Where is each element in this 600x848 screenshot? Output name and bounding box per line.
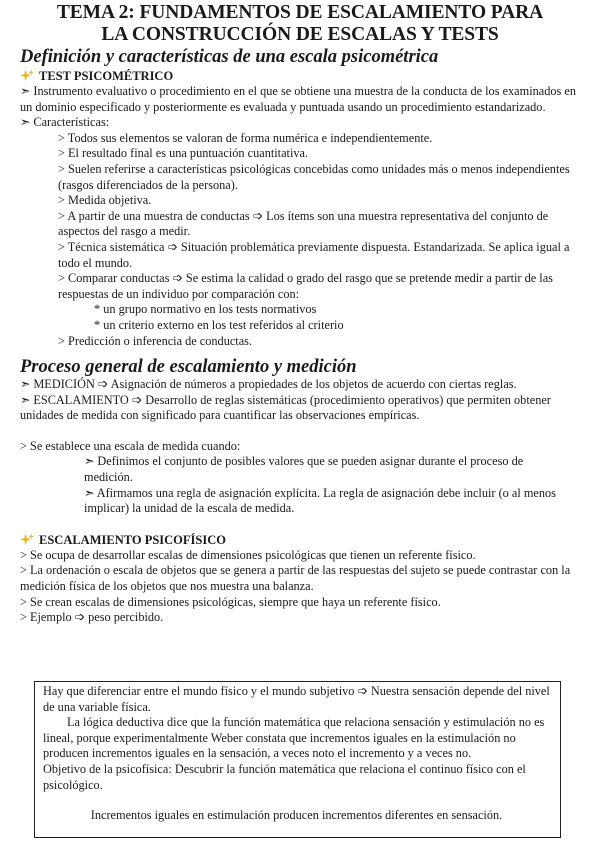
- psicofisico-point: > Ejemplo ➩ peso percibido.: [20, 610, 164, 625]
- feature-item: > Medida objetiva.: [58, 193, 152, 208]
- comparison-item: * un criterio externo en los test referidos al criterio: [94, 317, 344, 332]
- scale-point: ➣ Afirmamos una regla de asignación explícita. La regla de asignación debe incluir (o al menos implicar) la unidad de la escala de medida.: [84, 485, 556, 516]
- feature-item: > A partir de una muestra de conductas ➩ Los ítems son una muestra representativa del conjunto de aspectos del rasgo a medir.: [58, 208, 549, 239]
- title-line-1: TEMA 2: FUNDAMENTOS DE ESCALAMIENTO PARA: [56, 2, 544, 23]
- feature-item: > Predicción o inferencia de conductas.: [58, 333, 253, 348]
- title-line-2: LA CONSTRUCCIÓN DE ESCALAS Y TESTS: [101, 24, 499, 45]
- subheading-label: TEST PSICOMÉTRICO: [39, 69, 174, 83]
- comparison-item: * un grupo normativo en los tests normativos: [94, 302, 317, 317]
- psicofisico-point: > La ordenación o escala de objetos que se genera a partir de las respuestas del sujeto se puede contrastar con la medición física de los objetos que nos muestra una balanza.: [20, 563, 571, 594]
- box-line-3: Objetivo de la psicofísica: Descubrir la función matemática que relaciona el continuo físico con el psicológico.: [43, 761, 526, 792]
- feature-item: > El resultado final es una puntuación cuantitativa.: [58, 146, 309, 161]
- box-line-1: Hay que diferenciar entre el mundo físico y el mundo subjetivo ➩ Nuestra sensación depende del nivel de una variable física.: [43, 684, 550, 714]
- scale-intro: > Se establece una escala de medida cuando:: [20, 438, 241, 453]
- section-heading-definicion: Definición y características de una escala psicométrica: [20, 47, 439, 67]
- psicofisico-point: > Se ocupa de desarrollar escalas de dimensiones psicológicas que tienen un referente físico.: [20, 547, 476, 562]
- intro-bullet: ➣: [20, 84, 31, 98]
- document-title: [10, 2, 590, 46]
- medicion-definition: ➣ MEDICIÓN ➩ Asignación de números a propiedades de los objetos de acuerdo con ciertas reglas.: [20, 377, 517, 392]
- scale-point: ➣ Definimos el conjunto de posibles valores que se pueden asignar durante el proceso de medición.: [84, 454, 524, 485]
- intro-text: Instrumento evaluativo o procedimiento en el que se obtiene una muestra de la conducta de los examinados en un dominio especificado y posteriormente es evaluada y puntuada usando un procedimiento estandarizado.: [20, 84, 576, 114]
- feature-item: > Comparar conductas ➩ Se estima la calidad o grado del rasgo que se pretende medir a partir de las respuestas de un individuo por comparación con:: [58, 271, 553, 301]
- box-line-2: La lógica deductiva dice que la función matemática que relaciona sensación y estimulación no es lineal, porque experimentalmente Weber constata que incrementos iguales en la estimulación no producen incrementos iguales en la sensación, a veces noto el incremento y a veces no.: [43, 715, 545, 761]
- summary-box: [34, 681, 561, 838]
- subheading-test-psicometrico: [20, 68, 600, 84]
- psicofisico-point: > Se crean escalas de dimensiones psicológicas, siempre que haya un referente físico.: [20, 594, 441, 609]
- subheading-escalamiento-psicofisico: [20, 532, 600, 548]
- section-heading-proceso: Proceso general de escalamiento y medición: [20, 357, 357, 378]
- features-label: ➣ Características:: [20, 115, 110, 130]
- box-line-4: Incrementos iguales en estimulación producen incrementos diferentes en sensación.: [90, 808, 503, 823]
- sparkle-icon: [20, 533, 34, 547]
- escalamiento-definition: ➣ ESCALAMIENTO ➩ Desarrollo de reglas sistemáticas (procedimiento operativos) que permiten obtener unidades de medida con significado para cuantificar las observaciones empíricas.: [20, 392, 551, 423]
- subheading-label: ESCALAMIENTO PSICOFÍSICO: [39, 532, 226, 547]
- feature-item: > Suelen referirse a características psicológicas concebidas como unidades más o menos independientes (rasgos diferenciados de la persona).: [58, 161, 570, 192]
- feature-item: > Técnica sistemática ➩ Situación problemática previamente dispuesta. Estandarizada. Se aplica igual a todo el mundo.: [58, 239, 570, 270]
- sparkle-icon: [20, 69, 34, 83]
- feature-item: > Todos sus elementos se valoran de forma numérica e independientemente.: [58, 130, 433, 145]
- intro-paragraph: [20, 84, 578, 115]
